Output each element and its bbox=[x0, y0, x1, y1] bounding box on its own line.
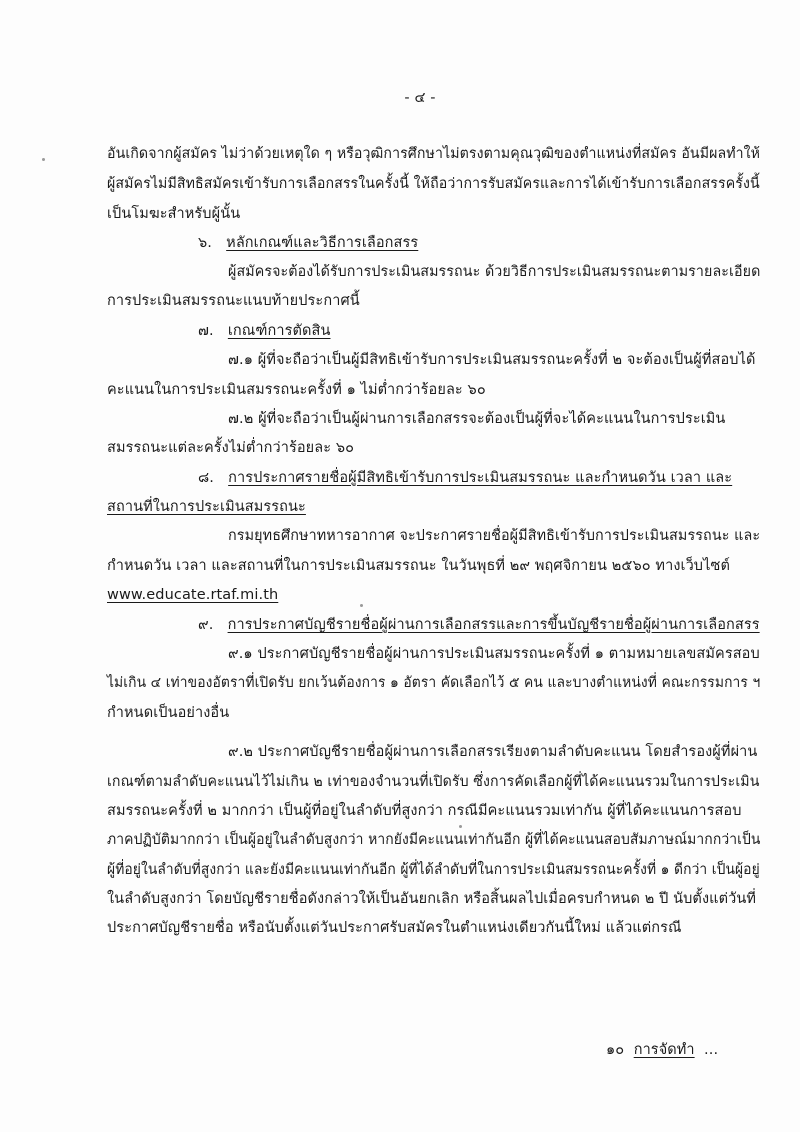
section-9-title: การประกาศบัญชีรายชื่อผู้ผ่านการเลือกสรรและการขึ้นบัญชีรายชื่อผู้ผ่านการเลือกสรร bbox=[227, 617, 760, 633]
continuation-ellipsis: ... bbox=[704, 1042, 719, 1058]
section-6-number: ๖. bbox=[198, 235, 213, 251]
scan-speck bbox=[360, 604, 363, 607]
section-9-2-line-5: ผู้ที่อยู่ในลำดับที่สูงกว่า และยังมีคะแนนเท่ากันอีก ผู้ที่ได้ลำดับที่ในการประเมินสมรรถนะครั้งที่ ๑ ดีกว่า เป็นผู้อยู่ bbox=[107, 862, 760, 878]
section-7-1-line-2: คะแนนในการประเมินสมรรถนะครั้งที่ ๑ ไม่ต่ำกว่าร้อยละ ๖๐ bbox=[107, 382, 486, 398]
website-link[interactable]: www.educate.rtaf.mi.th bbox=[107, 587, 279, 603]
section-7-2-line-1: ๗.๒ ผู้ที่จะถือว่าเป็นผู้ผ่านการเลือกสรรจะต้องเป็นผู้ที่จะได้คะแนนในการประเมิน bbox=[228, 411, 726, 427]
next-section-number: ๑๐ bbox=[606, 1042, 625, 1058]
section-7-title: เกณฑ์การตัดสิน bbox=[227, 323, 331, 339]
section-8-number: ๘. bbox=[198, 470, 214, 486]
page-number: - ๔ - bbox=[404, 90, 436, 106]
section-6-title: หลักเกณฑ์และวิธีการเลือกสรร bbox=[226, 235, 419, 251]
section-8-heading-line-1 bbox=[198, 468, 732, 488]
intro-line-3: เป็นโมฆะสำหรับผู้นั้น bbox=[107, 206, 241, 222]
section-9-2-line-3: สมรรถนะครั้งที่ ๒ มากกว่า เป็นผู้ที่อยู่ในลำดับที่สูงกว่า กรณีมีคะแนนรวมเท่ากัน ผู้ที่ได้คะแนนการสอบ bbox=[107, 803, 742, 819]
section-9-2-line-7: ประกาศบัญชีรายชื่อ หรือนับตั้งแต่วันประกาศรับสมัครในตำแหน่งเดียวกันนี้ใหม่ แล้วแต่กรณี bbox=[107, 920, 682, 936]
next-section-title: การจัดทำ bbox=[633, 1042, 695, 1058]
section-6-heading bbox=[198, 233, 418, 253]
section-9-1-line-2: ไม่เกิน ๔ เท่าของอัตราที่เปิดรับ ยกเว้นต้องการ ๑ อัตรา คัดเลือกไว้ ๕ คน และบางตำแหน่งที่ คณะกรรมการ ฯ bbox=[107, 675, 761, 691]
scan-speck bbox=[459, 825, 462, 828]
section-8-heading-line-2: สถานที่ในการประเมินสมรรถนะ bbox=[107, 499, 306, 515]
section-8-line-2: กำหนดวัน เวลา และสถานที่ในการประเมินสมรรถนะ ในวันพุธที่ ๒๙ พฤศจิกายน ๒๕๖๐ ทางเว็บไซต์ bbox=[107, 558, 730, 574]
section-9-2-line-6: ในลำดับสูงกว่า โดยบัญชีรายชื่อดังกล่าวให้เป็นอันยกเลิก หรือสิ้นผลไปเมื่อครบกำหนด ๒ ปี นับตั้งแต่วันที่ bbox=[107, 891, 756, 907]
section-6-line-1: ผู้สมัครจะต้องได้รับการประเมินสมรรถนะ ด้วยวิธีการประเมินสมรรถนะตามรายละเอียด bbox=[228, 264, 761, 280]
section-8-title-part-1: การประกาศรายชื่อผู้มีสิทธิเข้ารับการประเมินสมรรถนะ และกำหนดวัน เวลา และ bbox=[228, 470, 733, 486]
section-9-number: ๙. bbox=[198, 617, 214, 633]
section-9-1-line-3: กำหนดเป็นอย่างอื่น bbox=[107, 705, 230, 721]
section-9-2-line-4: ภาคปฏิบัติมากกว่า เป็นผู้อยู่ในลำดับสูงกว่า หากยังมีคะแนนเท่ากันอีก ผู้ที่ได้คะแนนสอบสัมภาษณ์มากกว่าเป็น bbox=[107, 832, 761, 848]
section-8-line-1: กรมยุทธศึกษาทหารอากาศ จะประกาศรายชื่อผู้มีสิทธิเข้ารับการประเมินสมรรถนะ และ bbox=[228, 528, 761, 544]
section-7-number: ๗. bbox=[198, 323, 214, 339]
section-9-2-line-1: ๙.๒ ประกาศบัญชีรายชื่อผู้ผ่านการเลือกสรรเรียงตามลำดับคะแนน โดยสำรองผู้ที่ผ่าน bbox=[228, 744, 758, 760]
intro-line-2: ผู้สมัครไม่มีสิทธิสมัครเข้ารับการเลือกสรรในครั้งนี้ ให้ถือว่าการรับสมัครและการได้เข้ารับการเลือกสรรครั้งนี้ bbox=[107, 176, 760, 192]
section-9-1-line-1: ๙.๑ ประกาศบัญชีรายชื่อผู้ผ่านการประเมินสมรรถนะครั้งที่ ๑ ตามหมายเลขสมัครสอบ bbox=[228, 646, 760, 662]
next-page-continuation bbox=[606, 1040, 718, 1060]
section-6-line-2: การประเมินสมรรถนะแนบท้ายประกาศนี้ bbox=[107, 293, 360, 309]
section-7-heading bbox=[198, 321, 331, 341]
intro-line-1: อันเกิดจากผู้สมัคร ไม่ว่าด้วยเหตุใด ๆ หรือวุฒิการศึกษาไม่ตรงตามคุณวุฒิของตำแหน่งที่สมัคร อันมีผลทำให้ bbox=[107, 146, 761, 162]
section-7-2-line-2: สมรรถนะแต่ละครั้งไม่ต่ำกว่าร้อยละ ๖๐ bbox=[107, 440, 355, 456]
section-7-1-line-1: ๗.๑ ผู้ที่จะถือว่าเป็นผู้มีสิทธิเข้ารับการประเมินสมรรถนะครั้งที่ ๒ จะต้องเป็นผู้ที่สอบได้ bbox=[228, 352, 756, 368]
section-9-heading bbox=[198, 615, 760, 635]
section-9-2-line-2: เกณฑ์ตามลำดับคะแนนไว้ไม่เกิน ๒ เท่าของจำนวนที่เปิดรับ ซึ่งการคัดเลือกผู้ที่ได้คะแนนรวมในการประเมิน bbox=[107, 774, 760, 790]
scan-speck bbox=[42, 158, 45, 161]
